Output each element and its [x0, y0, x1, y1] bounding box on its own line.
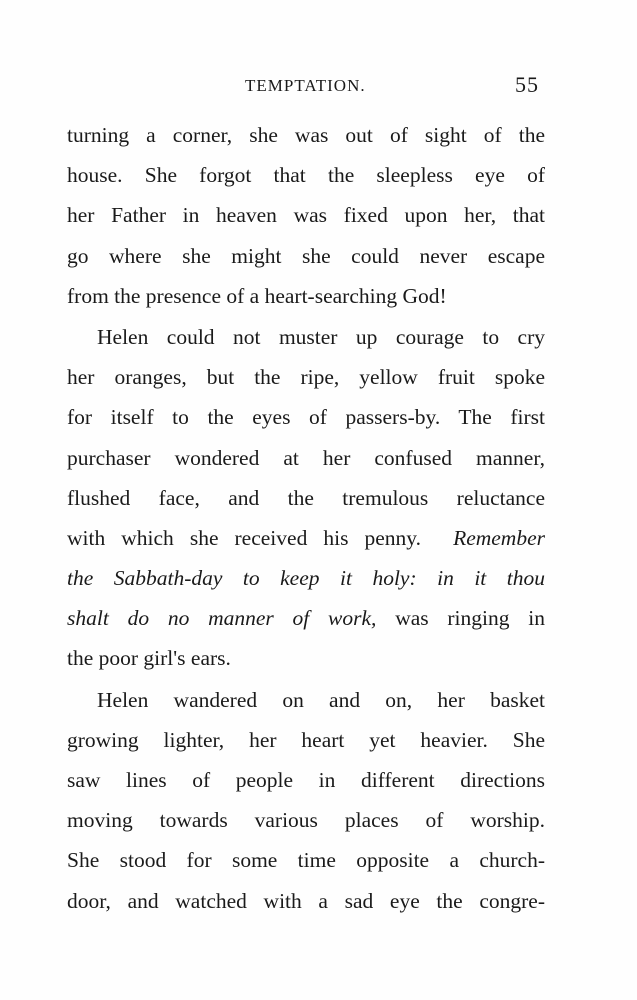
text-line: her oranges, but the ripe, yellow fruit spoke — [67, 365, 545, 390]
text-line: go where she might she could never escape — [67, 243, 545, 268]
text-line: saw lines of people in different directions — [67, 768, 545, 792]
text-line: for itself to the eyes of passers-by. The first — [67, 405, 545, 430]
text-line: turning a corner, she was out of sight of the — [67, 123, 545, 147]
text-line: Helen wandered on and on, her basket — [97, 687, 545, 712]
running-head — [0, 72, 637, 102]
text-line: flushed face, and the tremulous reluctance — [67, 485, 545, 510]
italic-text-run: the Sabbath-day to keep it holy: in it thou — [67, 566, 545, 591]
text-line: purchaser wondered at her confused manner, — [67, 445, 545, 470]
text-line: the poor girl's ears. — [67, 646, 231, 671]
text-line: growing lighter, her heart yet heavier. She — [67, 727, 545, 752]
page-number: 55 — [515, 72, 539, 97]
body-text — [67, 115, 545, 921]
text-run: with which she received his penny. — [67, 525, 421, 550]
text-line: moving towards various places of worship. — [67, 808, 545, 833]
text-line — [67, 518, 545, 558]
text-line: from the presence of a heart-searching God! — [67, 283, 447, 308]
text-line — [67, 598, 545, 638]
text-line — [67, 558, 545, 598]
text-line: house. She forgot that the sleepless eye of — [67, 163, 545, 188]
text-line: door, and watched with a sad eye the congre- — [67, 888, 545, 913]
running-title: TEMPTATION. — [245, 76, 366, 95]
italic-text-run: Remember — [453, 525, 545, 550]
text-line: her Father in heaven was fixed upon her, that — [67, 203, 545, 228]
text-line: Helen could not muster up courage to cry — [97, 324, 545, 349]
italic-text-run: shalt do no manner of work, — [67, 606, 377, 631]
text-line: She stood for some time opposite a church- — [67, 848, 545, 873]
text-run: was ringing in — [395, 606, 545, 631]
